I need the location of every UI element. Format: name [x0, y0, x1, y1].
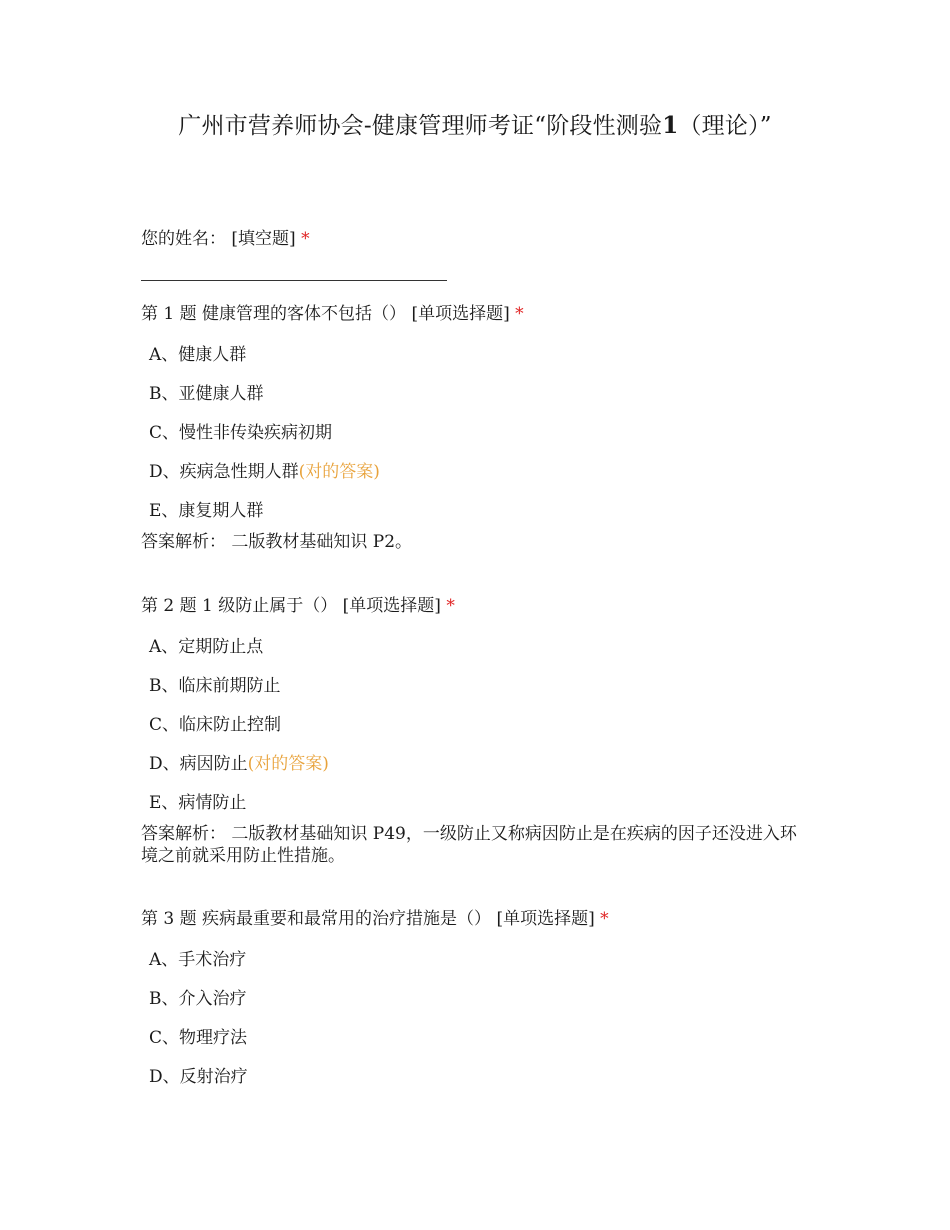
q3-option-d[interactable] [149, 1066, 248, 1088]
question-number: 第 3 题 [141, 909, 197, 929]
question-text: 疾病最重要和最常用的治疗措施是（） [202, 909, 492, 929]
option-label: B、亚健康人群 [149, 384, 264, 404]
question-number: 第 2 题 [141, 596, 197, 616]
option-label: C、慢性非传染疾病初期 [149, 423, 333, 443]
q2-option-e[interactable] [149, 792, 246, 814]
question-text: 健康管理的客体不包括（） [202, 304, 407, 324]
question-3-heading [141, 908, 609, 930]
q3-option-b[interactable] [149, 988, 247, 1010]
required-mark: * [446, 596, 455, 616]
name-input-underline[interactable] [141, 280, 447, 281]
option-label: C、临床防止控制 [149, 715, 282, 735]
q3-option-a[interactable] [149, 949, 246, 971]
q1-explanation: 答案解析： 二版教材基础知识 P2。 [141, 532, 413, 552]
q1-option-d[interactable] [149, 461, 380, 483]
option-label: B、临床前期防止 [149, 676, 281, 696]
question-number: 第 1 题 [141, 304, 197, 324]
option-label: A、手术治疗 [149, 950, 247, 970]
title-prefix: 广州市营养师协会-健康管理师考证“阶段性测验 [178, 113, 663, 139]
title-number: 1 [662, 112, 679, 139]
option-label: B、介入治疗 [149, 989, 247, 1009]
q2-option-c[interactable] [149, 714, 281, 736]
required-mark: * [301, 229, 310, 249]
document-title [0, 111, 950, 141]
option-label: D、反射治疗 [149, 1067, 248, 1087]
question-1-heading [141, 303, 524, 325]
q3-option-c[interactable] [149, 1027, 247, 1049]
q1-option-c[interactable] [149, 422, 332, 444]
q2-option-b[interactable] [149, 675, 281, 697]
question-2-heading [141, 595, 455, 617]
option-label: A、健康人群 [149, 345, 247, 365]
question-type-tag: [单项选择题] [342, 596, 441, 616]
q2-option-a[interactable] [149, 636, 263, 658]
option-label: E、病情防止 [149, 793, 247, 813]
option-label: D、疾病急性期人群 [149, 462, 299, 482]
q1-option-e[interactable] [149, 500, 263, 522]
name-type-tag: [填空题] [231, 229, 296, 249]
q1-option-a[interactable] [149, 344, 246, 366]
q2-option-d[interactable] [149, 753, 329, 775]
option-label: E、康复期人群 [149, 501, 264, 521]
q1-option-b[interactable] [149, 383, 264, 405]
name-label: 您的姓名： [141, 229, 226, 249]
required-mark: * [515, 304, 524, 324]
option-label: C、物理疗法 [149, 1028, 248, 1048]
question-type-tag: [单项选择题] [411, 304, 510, 324]
name-question [141, 228, 310, 250]
question-text: 1 级防止属于（） [202, 596, 338, 616]
correct-answer-flag: (对的答案) [298, 462, 380, 482]
option-label: D、病因防止 [149, 754, 248, 774]
title-suffix: （理论）” [678, 113, 772, 139]
question-type-tag: [单项选择题] [496, 909, 595, 929]
option-label: A、定期防止点 [149, 637, 264, 657]
correct-answer-flag: (对的答案) [247, 754, 329, 774]
required-mark: * [600, 909, 609, 929]
q2-explanation: 答案解析： 二版教材基础知识 P49，一级防止又称病因防止是在疾病的因子还没进入环境之前就采用防止性措施。 [141, 824, 797, 866]
